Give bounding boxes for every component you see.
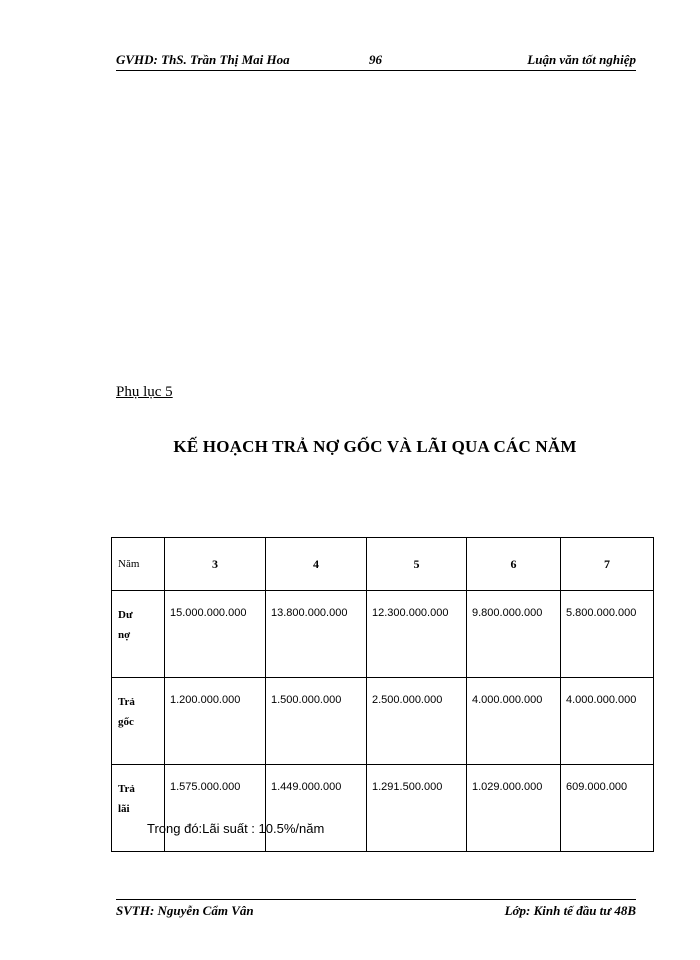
value-cell: 1.575.000.000 <box>165 765 266 852</box>
page-footer <box>116 899 636 920</box>
value-cell: 4.000.000.000 <box>467 678 561 765</box>
value-cell: 1.029.000.000 <box>467 765 561 852</box>
page-title: KẾ HOẠCH TRẢ NỢ GỐC VÀ LÃI QUA CÁC NĂM <box>173 437 577 456</box>
value-cell: 2.500.000.000 <box>367 678 467 765</box>
row-label-line: nợ <box>118 629 131 641</box>
interest-rate-note: Trong đó:Lãi suất : 10.5%/năm <box>147 821 325 836</box>
year-cell: 3 <box>165 538 266 591</box>
value-cell: 12.300.000.000 <box>367 591 467 678</box>
year-cell: 6 <box>467 538 561 591</box>
year-cell: 7 <box>561 538 654 591</box>
value-cell: 1.449.000.000 <box>266 765 367 852</box>
value-cell: 4.000.000.000 <box>561 678 654 765</box>
document-type: Luận văn tốt nghiệp <box>527 52 636 67</box>
supervisor-text: GVHD: ThS. Trần Thị Mai Hoa <box>116 52 290 67</box>
row-label-interest-payment <box>112 765 165 852</box>
value-cell: 1.500.000.000 <box>266 678 367 765</box>
year-header-cell: Năm <box>112 538 165 591</box>
value-cell: 609.000.000 <box>561 765 654 852</box>
row-label-line: lãi <box>118 803 130 815</box>
value-cell: 5.800.000.000 <box>561 591 654 678</box>
row-label-outstanding-debt <box>112 591 165 678</box>
appendix-label: Phụ lục 5 <box>116 384 173 400</box>
row-label-principal-payment <box>112 678 165 765</box>
student-name: SVTH: Nguyễn Cẩm Vân <box>116 903 254 918</box>
year-cell: 4 <box>266 538 367 591</box>
table-row <box>112 765 654 852</box>
class-name: Lớp: Kinh tế đầu tư 48B <box>504 903 636 918</box>
value-cell: 13.800.000.000 <box>266 591 367 678</box>
value-cell: 1.200.000.000 <box>165 678 266 765</box>
table-row <box>112 678 654 765</box>
value-cell: 1.291.500.000 <box>367 765 467 852</box>
debt-repayment-table <box>111 537 654 852</box>
page-header <box>116 50 636 71</box>
value-cell: 15.000.000.000 <box>165 591 266 678</box>
value-cell: 9.800.000.000 <box>467 591 561 678</box>
table-row <box>112 591 654 678</box>
row-label-line: Trả <box>118 696 135 708</box>
row-label-line: gốc <box>118 716 134 728</box>
row-label-line: Trả <box>118 783 135 795</box>
year-cell: 5 <box>367 538 467 591</box>
page-number: 96 <box>369 52 382 67</box>
table-header-row <box>112 538 654 591</box>
row-label-line: Dư <box>118 609 133 621</box>
